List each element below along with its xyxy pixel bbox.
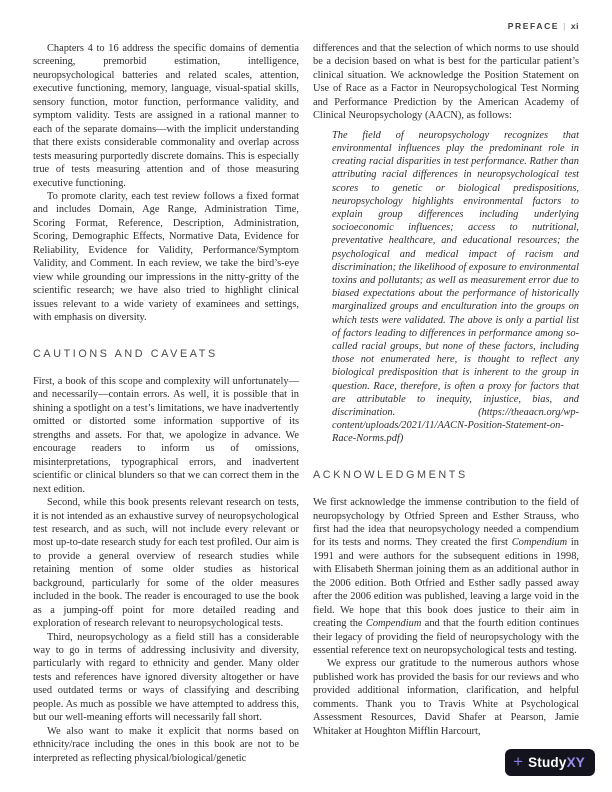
paragraph-diversity-gap: Third, neuropsychology as a field still has a considerable way to go in terms of addressing inclusivity and diversity, particularly with regard to ethnicity and gender. Many older tests and references have ignored diversity altogether or have used outdated terms or ways of classifying and describing people. As much as possible we have attempted to address this, but our well-meaning efforts will necessarily fall short.	[33, 631, 299, 724]
studyxy-logo-badge[interactable]	[505, 749, 595, 776]
paragraph-research-scope: Second, while this book presents relevant research on tests, it is not intended as an exhaustive survey of neuropsychological test research, and as such, will not include every relevant or most up-to-date research study for each test profiled. Our aim is to provide a general overview of research studies while retaining mention of some older studies as historical background, particularly for some of the older measures included in the book. The reader is encouraged to use the book as a jumping-off point for more detailed reading and exploration of research relevant to neuropsychological tests.	[33, 497, 299, 630]
brand-name-primary: Study	[528, 755, 567, 770]
page-number: xi	[570, 21, 579, 31]
compendium-italic-title: Compendium	[511, 537, 568, 549]
paragraph-chapters-overview: Chapters 4 to 16 address the specific domains of dementia screening, premorbid estimation, intelligence, neuropsychological batteries and related scales, attention, executive functioning, memory, language, visual-spatial skills, sensory function, motor function, performance validity, and symptom validity. Tests are assigned in a rational manner to each of the separate domains—with the implicit understanding that there exists considerable commonality and overlap across tests measuring purportedly discrete domains. This is especially true of tests measuring attention and of those measuring executive functioning.	[33, 43, 299, 189]
ack-text-segment: and that the fourth edition continues their legacy of providing the field of neuropsychology with the essential reference text on neuropsychological tests and testing.	[313, 618, 579, 657]
aacn-position-statement-quote: The field of neuropsychology recognizes that environmental influences play the predominant role in creating racial disparities in test performance. Rather than attributing racial differences in neuropsychological test scores to genetic or biological predispositions, neuropsychology highlights environmental factors to explain group differences including underlying socioeconomic influences; access to nutritional, preventative healthcare, and educational resources; the psychological and medical impact of racism and discrimination; the likelihood of exposure to environmental toxins and pollutants; as well as measurement error due to biased expectations about the performance of historically marginalized groups and enculturation into the groups on which tests were validated. The above is only a partial list of factors leading to differences in performance among so-called racial groups, but none of these factors, including those not enumerated here, is thought to reflect any biological predisposition that is inherent to the group in question. Race, therefore, is often a proxy for factors that are attributable to inequity, injustice, bias, and discrimination. (https://theaacn.org/wp-content/uploads/2021/11/AACN-Position-Statement-on-Race-Norms.pdf)	[332, 129, 579, 445]
ack-text-segment: We first acknowledge the immense contribution to the field of neuropsychology by Otfried Spreen and Esther Strauss, who first had the idea that neuropsychology needed a compendium for its tests and norms. They created the first	[313, 497, 579, 549]
running-head	[508, 21, 579, 31]
brand-name-accent: XY	[566, 755, 585, 770]
plus-icon: +	[513, 752, 524, 771]
paragraph-review-format: To promote clarity, each test review follows a fixed format and includes Domain, Age Range, Administration Time, Scoring Format, Reference, Description, Administration, Scoring, Demographic Effects, Normative Data, Evidence for Reliability, Evidence for Validity, Performance/Symptom Validity, and Comment. In each review, we take the bird’s-eye view while grounding our impressions in the nitty-gritty of the scientific research; we have also tried to highlight clinical issues relevant to a wide variety of examinees and settings, with emphasis on diversity.	[33, 190, 299, 324]
paragraph-norms-disclaimer-continued: differences and that the selection of which norms to use should be a decision based on what is best for the particular patient’s clinical situation. We acknowledge the Position Statement on Use of Race as a Factor in Neuropsychological Test Norming and Performance Prediction by the American Academy of Clinical Neuropsychology (AACN), as follows:	[313, 43, 579, 122]
compendium-italic-title: Compendium	[365, 618, 422, 630]
two-column-layout	[33, 42, 579, 765]
running-head-section: PREFACE	[507, 21, 560, 31]
paragraph-errors-apology: First, a book of this scope and complexity will unfortunately—and necessarily—contain errors. As well, it is possible that in shining a spotlight on a test’s limitations, we have inadvertently omitted or distorted some information supportive of its strengths and assets. For that, we apologize in advance. We encourage readers to inform us of omissions, misinterpretations, typographical errors, and inadvertent scientific or clinical blunders so that we can correct them in the next edition.	[33, 375, 299, 495]
section-heading-cautions: CAUTIONS AND CAVEATS	[33, 347, 218, 360]
paragraph-norms-disclaimer-start: We also want to make it explicit that norms based on ethnicity/race including the ones in this book are not to be interpreted as reflecting physical/biological/genetic	[33, 725, 299, 764]
ack-text-segment: in 1991 and were authors for the subsequent editions in 1998, with Elisabeth Sherman joining them as an additional author in the 2006 edition. Both Otfried and Esther sadly passed away after the 2006 edition was published, leaving a large void in the field. We hope that this book does justice to their aim in creating the	[313, 537, 579, 630]
section-heading-acknowledgments: ACKNOWLEDGMENTS	[313, 468, 468, 481]
paragraph-gratitude-publishers: We express our gratitude to the numerous authors whose published work has provided the basis for our reviews and who provided additional information, clarification, and helpful comments. Thank you to Travis White at Psychological Assessment Resources, David Shafer at Pearson, Jamie Whitaker at Houghton Mifflin Harcourt,	[313, 658, 579, 737]
paragraph-spreen-strauss-tribute	[313, 496, 579, 657]
right-column	[313, 42, 579, 765]
left-column	[33, 42, 299, 765]
running-head-separator: |	[563, 21, 567, 31]
